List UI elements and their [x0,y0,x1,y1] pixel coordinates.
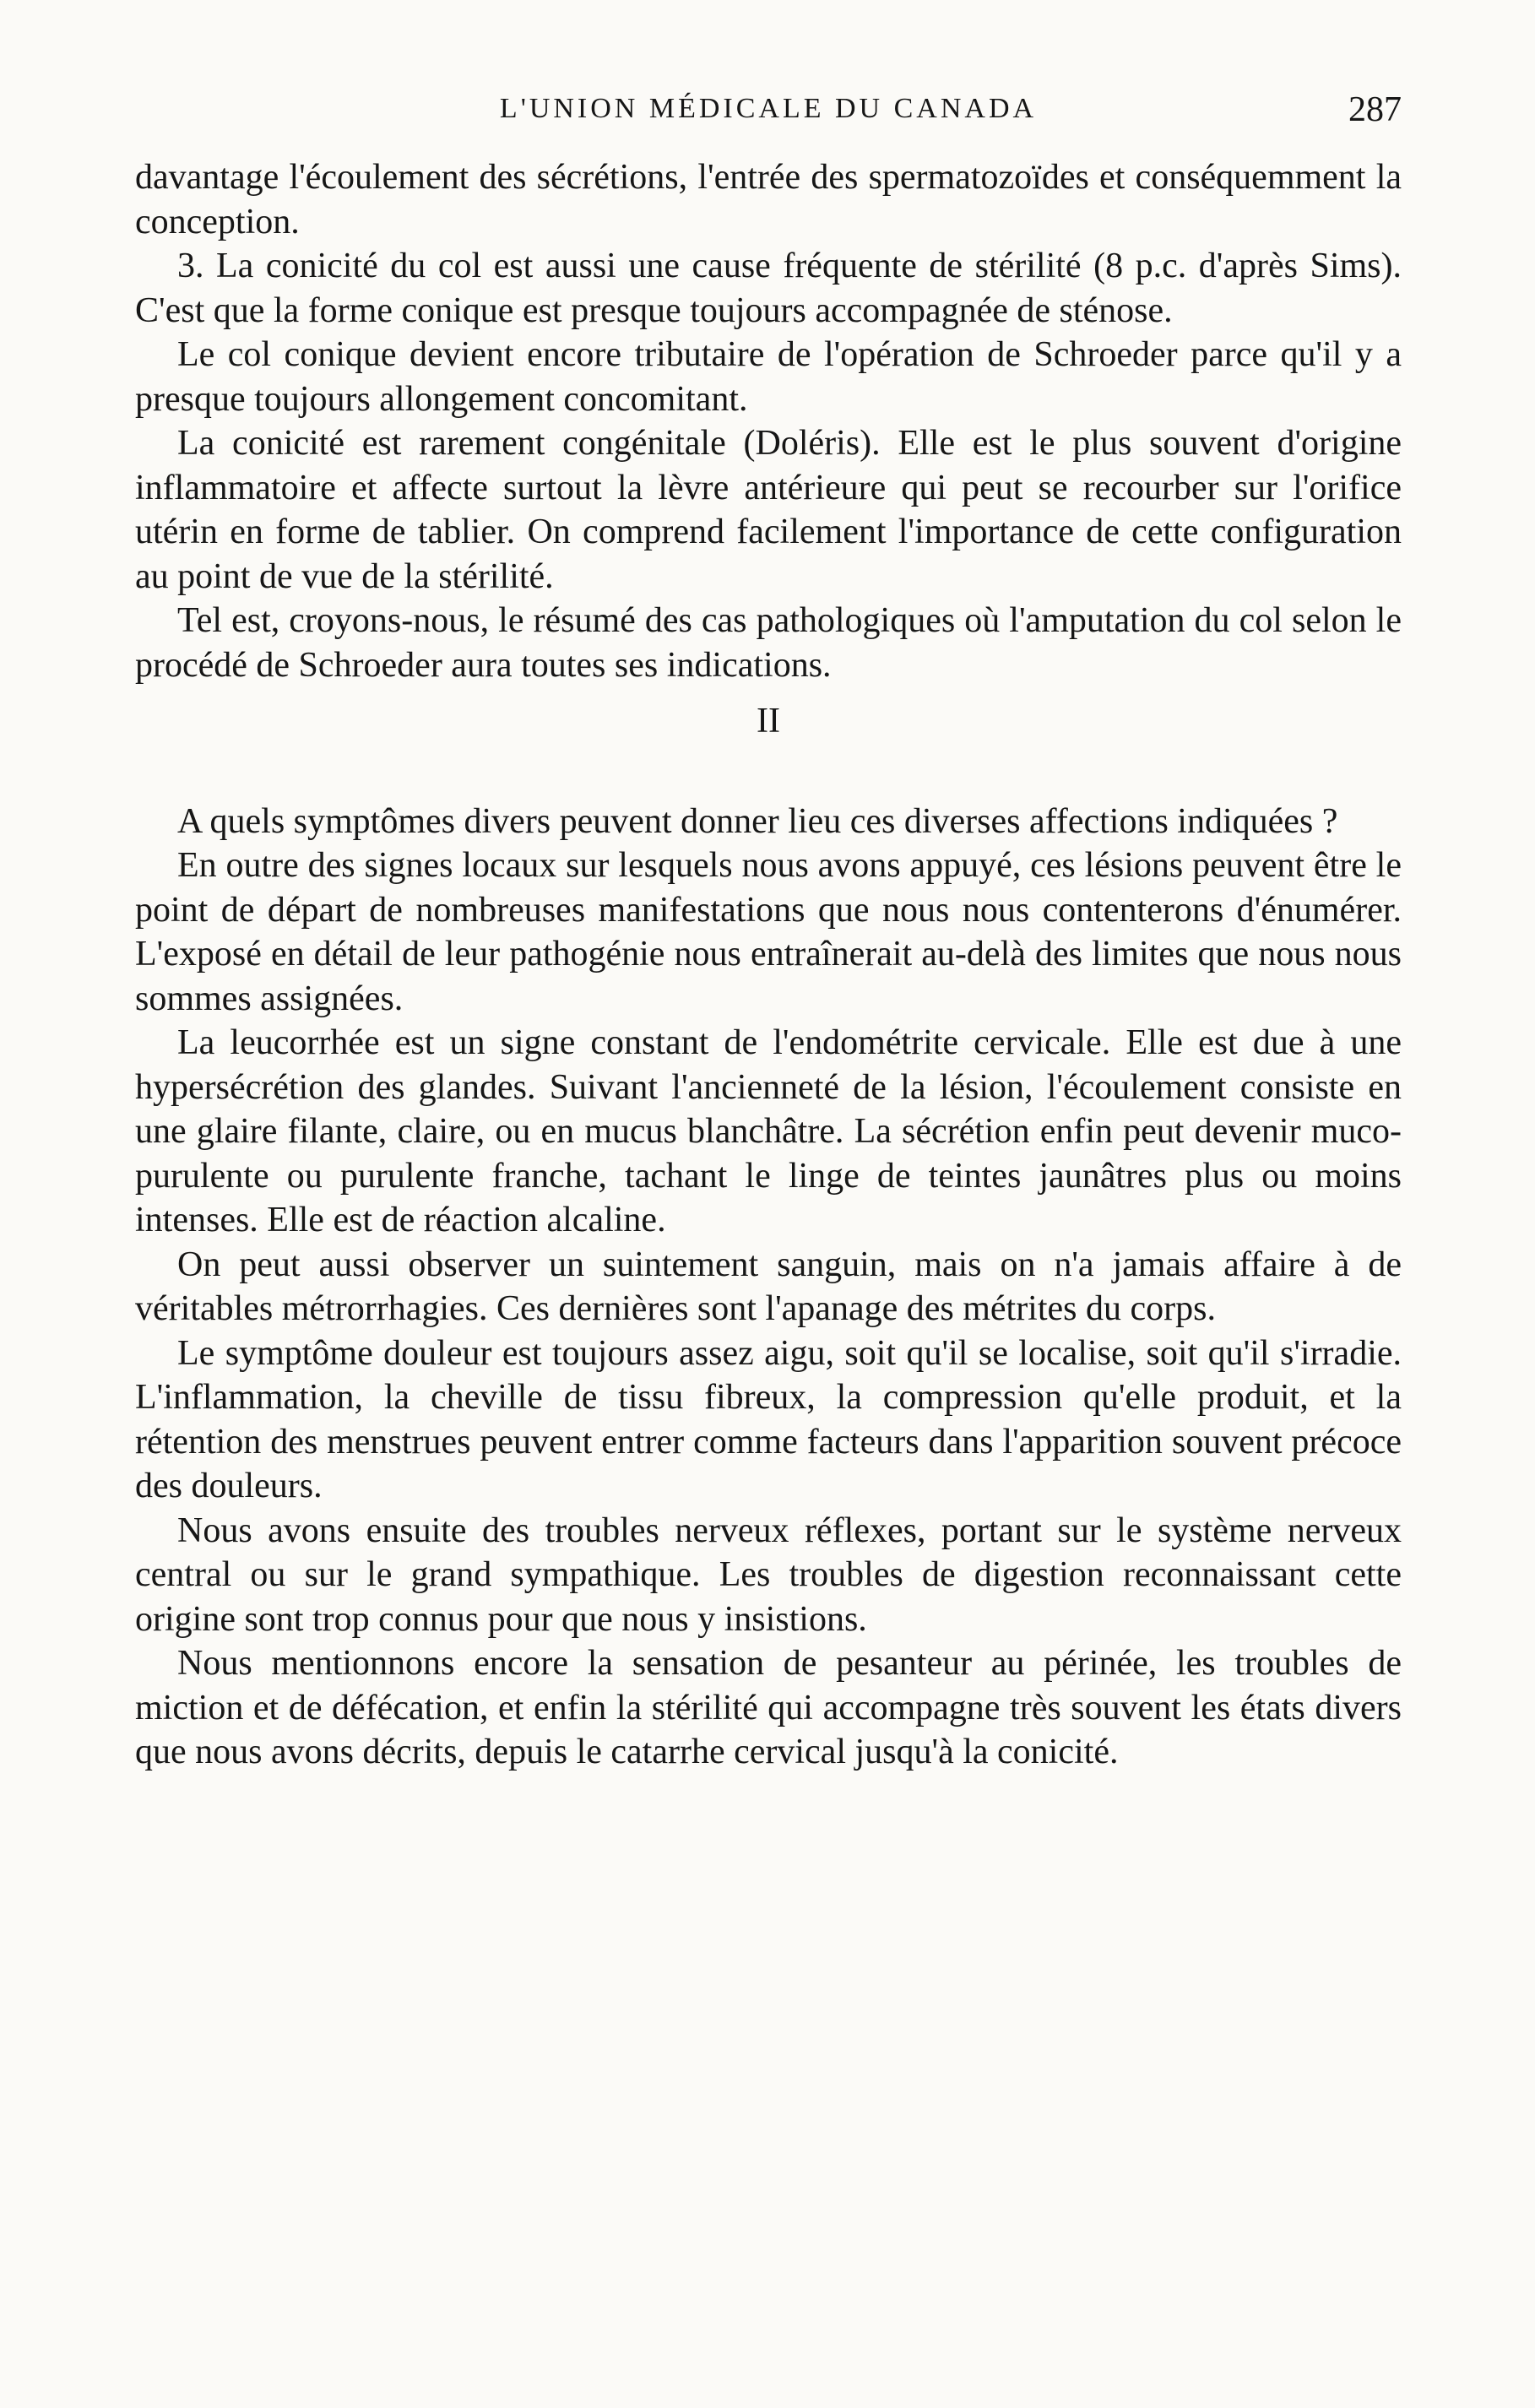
paragraph: La leucorrhée est un signe constant de l'endométrite cervicale. Elle est due à une hypersécrétion des glandes. Suivant l'ancienneté de la lésion, l'écoulement consiste en une glaire filante, claire, ou en mucus blanchâtre. La sécrétion enfin peut devenir muco-purulente ou purulente franche, tachant le linge de teintes jaunâtres plus ou moins intenses. Elle est de réaction alcaline. [135,1023,1402,1239]
section-numeral: II [757,702,780,740]
paragraph: On peut aussi observer un suintement sanguin, mais on n'a jamais affaire à de véritables métrorrhagies. Ces dernières sont l'apanage des métrites du corps. [135,1245,1402,1328]
paragraph: La conicité est rarement congénitale (Doléris). Elle est le plus souvent d'origine inflammatoire et affecte surtout la lèvre antérieure qui peut se recourber sur l'orifice utérin en forme de tablier. On comprend facilement l'importance de cette configuration au point de vue de la stérilité. [135,424,1402,596]
paragraph: Nous avons ensuite des troubles nerveux réflexes, portant sur le système nerveux central ou sur le grand sympathique. Les troubles de digestion reconnaissant cette origine sont trop connus pour que nous y insistions. [135,1510,1402,1639]
page-number: 287 [1348,90,1402,129]
page-header [135,90,1402,144]
paragraph: Le symptôme douleur est toujours assez aigu, soit qu'il se localise, soit qu'il s'irradie. L'inflammation, la cheville de tissu fibreux, la compression qu'elle produit, et la rétention des menstrues peuvent entrer comme facteurs dans l'apparition souvent précoce des douleurs. [135,1333,1402,1505]
document-page [135,90,1402,1775]
paragraph: 3. La conicité du col est aussi une cause fréquente de stérilité (8 p.c. d'après Sims). C'est que la forme conique est presque toujours accompagnée de sténose. [135,247,1402,330]
paragraph: Tel est, croyons-nous, le résumé des cas pathologiques où l'amputation du col selon le procédé de Schroeder aura toutes ses indications. [135,601,1402,685]
paragraph: davantage l'écoulement des sécrétions, l'entrée des spermatozoïdes et conséquemment la conception. [135,158,1402,241]
section-one [135,155,1402,687]
paragraph: Nous mentionnons encore la sensation de pesanteur au périnée, les troubles de miction et de défécation, et enfin la stérilité qui accompagne très souvent les états divers que nous avons décrits, depuis le catarrhe cervical jusqu'à la conicité. [135,1644,1402,1771]
paragraph: Le col conique devient encore tributaire de l'opération de Schroeder parce qu'il y a presque toujours allongement concomitant. [135,335,1402,419]
section-two [135,800,1402,1775]
running-title: L'UNION MÉDICALE DU CANADA [499,93,1038,124]
paragraph: En outre des signes locaux sur lesquels nous avons appuyé, ces lésions peuvent être le point de départ de nombreuses manifestations que nous nous contenterons d'énumérer. L'exposé en détail de leur pathogénie nous entraînerait au-delà des limites que nous nous sommes assignées. [135,846,1402,1018]
paragraph: A quels symptômes divers peuvent donner lieu ces diverses affections indiquées ? [177,801,1338,841]
